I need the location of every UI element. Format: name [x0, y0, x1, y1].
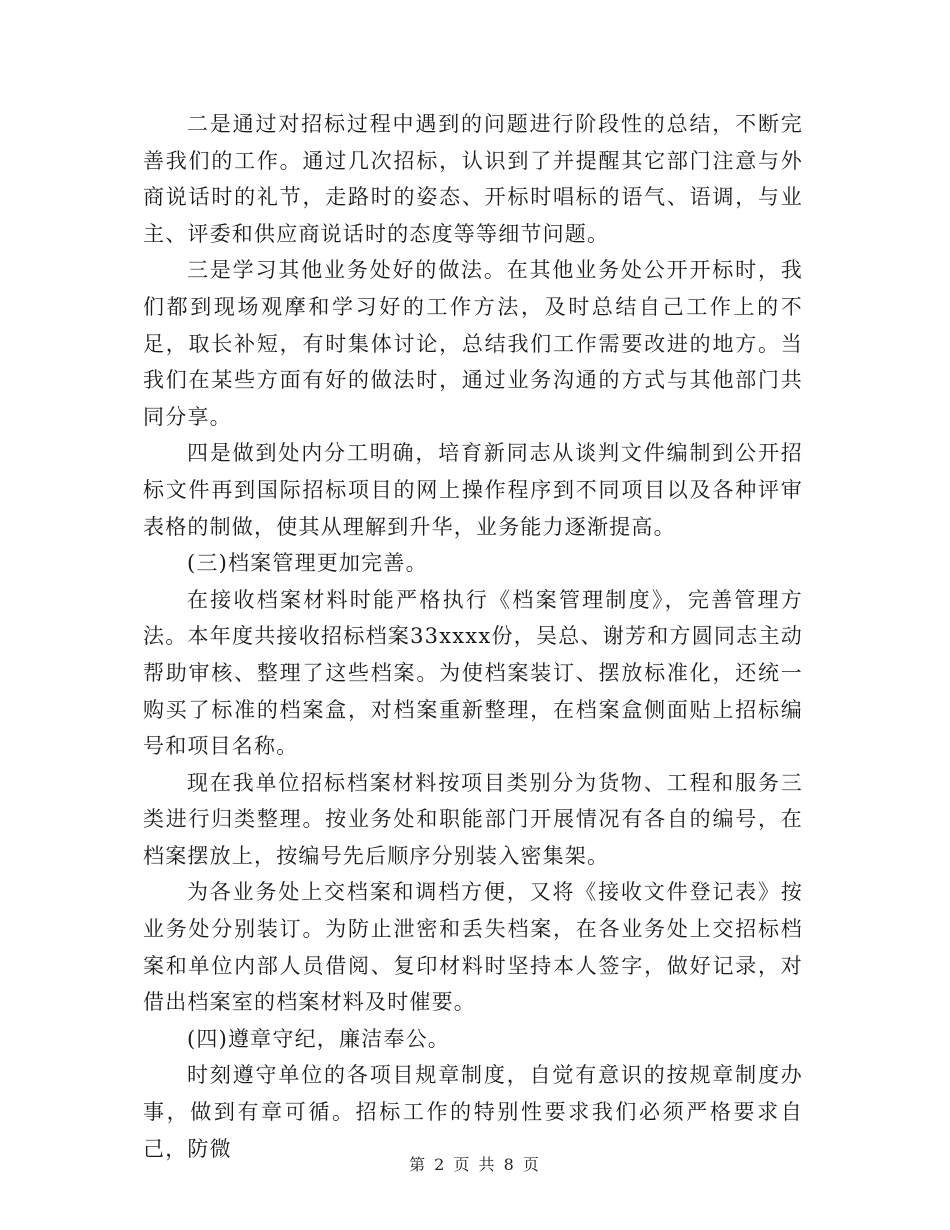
page-number-footer: 第 2 页 共 8 页 — [409, 1155, 541, 1174]
section-heading-discipline: (四)遵章守纪，廉洁奉公。 — [187, 1026, 450, 1051]
paragraph-point-three: 三是学习其他业务处好的做法。在其他业务处公开开标时，我们都到现场观摩和学习好的工作方法，及时总结自己工作上的不足，取长补短，有时集体讨论，总结我们工作需要改进的地方。当我们在某些方面有好的做法时，通过业务沟通的方式与其他部门共同分享。 — [143, 258, 803, 429]
paragraph-point-two: 二是通过对招标过程中遇到的问题进行阶段性的总结，不断完善我们的工作。通过几次招标，认识到了并提醒其它部门注意与外商说话时的礼节，走路时的姿态、开标时唱标的语气、语调，与业主、评委和供应商说话时的态度等等细节问题。 — [143, 112, 803, 246]
paragraph-discipline: 时刻遵守单位的各项目规章制度，自觉有意识的按规章制度办事，做到有章可循。招标工作的特别性要求我们必须严格要求自己，防微 — [143, 1063, 803, 1161]
paragraph-archive-binding: 为各业务处上交档案和调档方便，又将《接收文件登记表》按业务处分别装订。为防止泄密和丢失档案，在各业务处上交招标档案和单位内部人员借阅、复印材料时坚持本人签字，做好记录，对借出档案室的档案材料及时催要。 — [143, 880, 803, 1015]
paragraph-archive-receipt: 在接收档案材料时能严格执行《档案管理制度》，完善管理方法。本年度共接收招标档案33xxxx份，吴总、谢芳和方圆同志主动帮助审核、整理了这些档案。为使档案装订、摆放标准化，还统一购买了标准的档案盒，对档案重新整理，在档案盒侧面贴上招标编号和项目名称。 — [143, 587, 803, 759]
document-body — [143, 106, 803, 1167]
paragraph-archive-classification: 现在我单位招标档案材料按项目类别分为货物、工程和服务三类进行归类整理。按业务处和职能部门开展情况有各自的编号，在档案摆放上，按编号先后顺序分别装入密集架。 — [143, 770, 803, 868]
paragraph-point-four: 四是做到处内分工明确，培育新同志从谈判文件编制到公开招标文件再到国际招标项目的网上操作程序到不同项目以及各种评审表格的制做，使其从理解到升华，业务能力逐渐提高。 — [143, 441, 803, 539]
section-heading-archives: (三)档案管理更加完善。 — [187, 551, 428, 576]
